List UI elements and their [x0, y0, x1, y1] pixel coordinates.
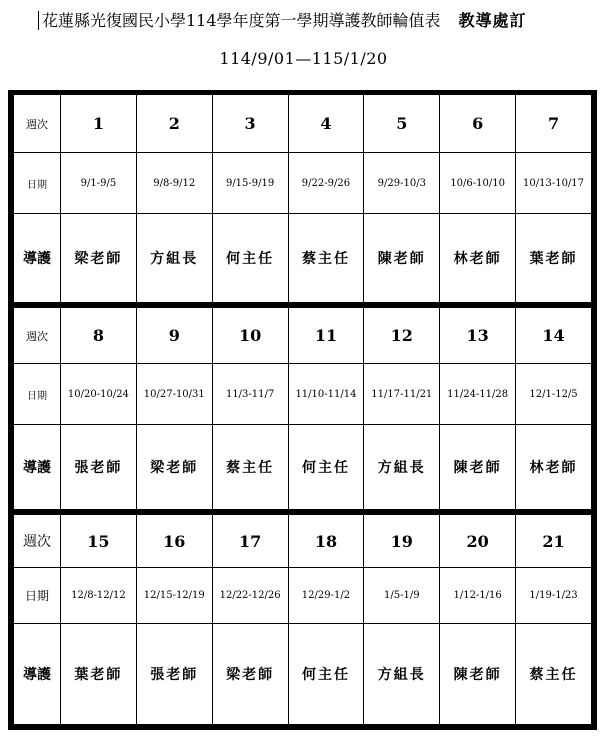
date-range-cell: 12/29-1/2	[288, 568, 364, 624]
duty-row	[14, 214, 592, 303]
week-number: 21	[516, 513, 592, 568]
week-number: 16	[136, 513, 212, 568]
duty-teacher: 陳老師	[440, 624, 516, 725]
week-label: 週次	[14, 513, 61, 568]
date-range-cell: 9/8-9/12	[136, 153, 212, 214]
duty-teacher: 梁老師	[61, 214, 137, 303]
roster-section-3	[13, 510, 592, 725]
date-row	[14, 364, 592, 425]
date-row	[14, 153, 592, 214]
duty-row	[14, 425, 592, 510]
duty-teacher: 林老師	[516, 425, 592, 510]
date-range-cell: 12/15-12/19	[136, 568, 212, 624]
week-number: 10	[212, 306, 288, 364]
week-number: 13	[440, 306, 516, 364]
duty-teacher: 方組長	[364, 425, 440, 510]
duty-teacher: 陳老師	[440, 425, 516, 510]
date-range-cell: 9/22-9/26	[288, 153, 364, 214]
week-number: 14	[516, 306, 592, 364]
title-text: 花蓮縣光復國民小學114學年度第一學期導護教師輪值表	[38, 11, 441, 30]
week-number: 8	[61, 306, 137, 364]
date-range-cell: 12/1-12/5	[516, 364, 592, 425]
duty-teacher: 方組長	[364, 624, 440, 725]
week-number: 5	[364, 95, 440, 153]
roster-section-1	[13, 95, 592, 303]
date-range-cell: 11/3-11/7	[212, 364, 288, 425]
date-range-cell: 11/10-11/14	[288, 364, 364, 425]
date-range-cell: 1/19-1/23	[516, 568, 592, 624]
duty-label: 導護	[14, 214, 61, 303]
date-label: 日期	[14, 153, 61, 214]
date-range-cell: 1/12-1/16	[440, 568, 516, 624]
duty-teacher: 梁老師	[136, 425, 212, 510]
week-number: 15	[61, 513, 137, 568]
date-range-cell: 9/1-9/5	[61, 153, 137, 214]
week-row	[14, 513, 592, 568]
week-row	[14, 95, 592, 153]
date-range-cell: 12/8-12/12	[61, 568, 137, 624]
duty-roster	[8, 90, 597, 730]
date-range-cell: 12/22-12/26	[212, 568, 288, 624]
week-number: 19	[364, 513, 440, 568]
week-number: 18	[288, 513, 364, 568]
duty-teacher: 何主任	[212, 214, 288, 303]
duty-teacher: 梁老師	[212, 624, 288, 725]
duty-teacher: 葉老師	[61, 624, 137, 725]
date-range-cell: 10/20-10/24	[61, 364, 137, 425]
week-number: 4	[288, 95, 364, 153]
week-number: 20	[440, 513, 516, 568]
duty-teacher: 林老師	[440, 214, 516, 303]
week-number: 3	[212, 95, 288, 153]
page-title	[38, 8, 527, 31]
date-row	[14, 568, 592, 624]
date-label: 日期	[14, 568, 61, 624]
week-number: 2	[136, 95, 212, 153]
date-range-cell: 1/5-1/9	[364, 568, 440, 624]
duty-label: 導護	[14, 624, 61, 725]
duty-teacher: 蔡主任	[516, 624, 592, 725]
date-range-cell: 10/6-10/10	[440, 153, 516, 214]
issuing-office: 教導處訂	[458, 11, 527, 30]
duty-teacher: 方組長	[136, 214, 212, 303]
date-range-cell: 9/15-9/19	[212, 153, 288, 214]
week-number: 11	[288, 306, 364, 364]
date-range: 114/9/01—115/1/20	[219, 49, 388, 68]
date-range-cell: 11/24-11/28	[440, 364, 516, 425]
duty-teacher: 何主任	[288, 624, 364, 725]
duty-teacher: 蔡主任	[212, 425, 288, 510]
duty-teacher: 陳老師	[364, 214, 440, 303]
duty-teacher: 張老師	[61, 425, 137, 510]
week-number: 12	[364, 306, 440, 364]
week-label: 週次	[14, 306, 61, 364]
date-range-cell: 9/29-10/3	[364, 153, 440, 214]
roster-section-2	[13, 303, 592, 510]
duty-row	[14, 624, 592, 725]
date-label: 日期	[14, 364, 61, 425]
week-label: 週次	[14, 95, 61, 153]
week-number: 17	[212, 513, 288, 568]
duty-teacher: 張老師	[136, 624, 212, 725]
week-row	[14, 306, 592, 364]
date-range-cell: 11/17-11/21	[364, 364, 440, 425]
week-number: 9	[136, 306, 212, 364]
duty-teacher: 何主任	[288, 425, 364, 510]
week-number: 6	[440, 95, 516, 153]
date-range-cell: 10/13-10/17	[516, 153, 592, 214]
date-range-cell: 10/27-10/31	[136, 364, 212, 425]
duty-teacher: 葉老師	[516, 214, 592, 303]
duty-teacher: 蔡主任	[288, 214, 364, 303]
duty-label: 導護	[14, 425, 61, 510]
week-number: 7	[516, 95, 592, 153]
week-number: 1	[61, 95, 137, 153]
